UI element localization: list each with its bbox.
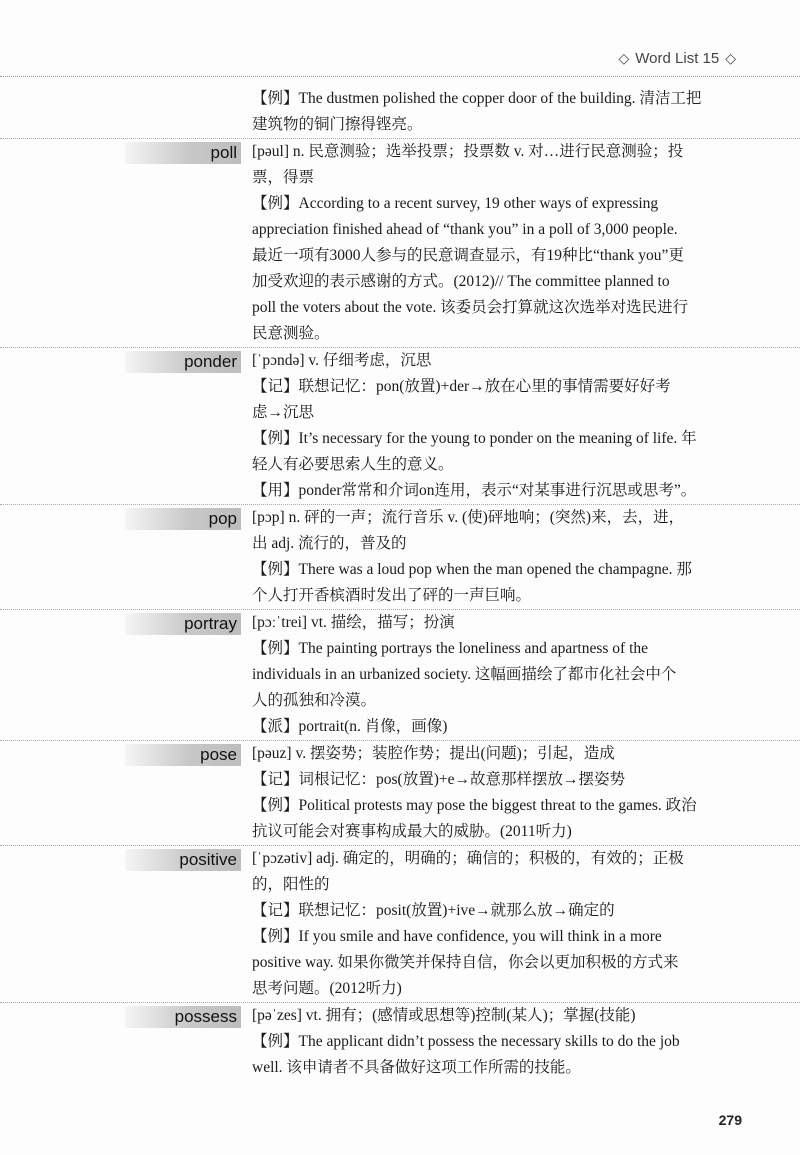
entry-line: 虑→沉思 <box>252 404 315 421</box>
entry-line: positive way. 如果你微笑并保持自信，你会以更加积极的方式来 <box>252 954 679 971</box>
entry-line: 【例】If you smile and have confidence, you will think in a more <box>252 928 662 945</box>
dictionary-entry <box>0 740 800 845</box>
entry-line: [ˈpɔndə] v. 仔细考虑，沉思 <box>252 352 432 369</box>
entry-line: 加受欢迎的表示感谢的方式。(2012)// The committee planned to <box>252 273 670 290</box>
entry-line: 【记】联想记忆：posit(放置)+ive→就那么放→确定的 <box>252 902 615 919</box>
entry-line: poll the voters about the vote. 该委员会打算就这次选举对选民进行 <box>252 299 689 316</box>
entry-line: [pɔːˈtrei] vt. 描绘，描写；扮演 <box>252 614 455 631</box>
entry-line: 【记】词根记忆：pos(放置)+e→故意那样摆放→摆姿势 <box>252 771 625 788</box>
page-number: 279 <box>718 1112 742 1128</box>
entry-line: 个人打开香槟酒时发出了砰的一声巨响。 <box>252 587 532 604</box>
entry-line: 【例】The painting portrays the loneliness and apartness of the <box>252 640 649 657</box>
headword: pose <box>125 744 241 766</box>
headword: poll <box>125 142 241 164</box>
entry-line: 民意测验。 <box>252 325 330 342</box>
entry-line: appreciation finished ahead of “thank you” in a poll of 3,000 people. <box>252 221 678 238</box>
entry-line: [pəul] n. 民意测验；选举投票；投票数 v. 对…进行民意测验；投 <box>252 143 684 160</box>
entry-line: 【记】联想记忆：pon(放置)+der→放在心里的事情需要好好考 <box>252 378 671 395</box>
headword: positive <box>125 849 241 871</box>
word-list <box>0 86 800 1081</box>
header-rule <box>0 76 800 77</box>
diamond-icon: ◇ <box>618 50 630 66</box>
dictionary-entry <box>0 1002 800 1081</box>
entry-line: individuals in an urbanized society. 这幅画描绘了都市化社会中个 <box>252 666 677 683</box>
dictionary-entry <box>0 845 800 1002</box>
entry-line: 【例】Political protests may pose the biggest threat to the games. 政治 <box>252 797 697 814</box>
headword: possess <box>125 1006 241 1028</box>
entry-line: 【用】ponder常常和介词on连用，表示“对某事进行沉思或思考”。 <box>252 482 697 499</box>
entry-line: 人的孤独和冷漠。 <box>252 692 377 709</box>
dictionary-entry <box>0 138 800 347</box>
entry-line: 【例】The dustmen polished the copper door of the building. 清洁工把 <box>252 90 702 107</box>
entry-line: 【例】It’s necessary for the young to ponder on the meaning of life. 年 <box>252 430 697 447</box>
dictionary-entry <box>0 86 800 138</box>
entry-line: 抗议可能会对赛事构成最大的威胁。(2011听力) <box>252 823 572 840</box>
entry-line: [pəuz] v. 摆姿势；装腔作势；提出(问题)；引起，造成 <box>252 745 615 762</box>
entry-line: [pɔp] n. 砰的一声；流行音乐 v. (使)砰地响；(突然)来，去，进， <box>252 509 685 526</box>
headword: pop <box>125 508 241 530</box>
running-header <box>619 50 737 67</box>
headword: portray <box>125 613 241 635</box>
dictionary-entry <box>0 609 800 740</box>
entry-line: 出 adj. 流行的，普及的 <box>252 535 407 552</box>
entry-line: 的，阳性的 <box>252 876 330 893</box>
header-title: Word List 15 <box>635 50 720 67</box>
entry-line: well. 该申请者不具备做好这项工作所需的技能。 <box>252 1059 581 1076</box>
entry-line: 思考问题。(2012听力) <box>252 980 402 997</box>
entry-line: 建筑物的铜门擦得铿亮。 <box>252 116 423 133</box>
entry-line: 轻人有必要思索人生的意义。 <box>252 456 454 473</box>
entry-line: 最近一项有3000人参与的民意调查显示，有19种比“thank you”更 <box>252 247 684 264</box>
dictionary-entry <box>0 347 800 504</box>
dictionary-entry <box>0 504 800 609</box>
diamond-icon: ◇ <box>725 50 736 66</box>
entry-line: [ˈpɔzətiv] adj. 确定的，明确的；确信的；积极的，有效的；正极 <box>252 850 684 867</box>
entry-line: [pəˈzes] vt. 拥有；(感情或思想等)控制(某人)；掌握(技能) <box>252 1007 636 1024</box>
entry-line: 【派】portrait(n. 肖像，画像) <box>252 718 448 735</box>
entry-line: 【例】There was a loud pop when the man opened the champagne. 那 <box>252 561 692 578</box>
headword: ponder <box>125 351 241 373</box>
entry-line: 票，得票 <box>252 169 315 186</box>
entry-line: 【例】According to a recent survey, 19 other ways of expressing <box>252 195 659 212</box>
entry-line: 【例】The applicant didn’t possess the necessary skills to do the job <box>252 1033 680 1050</box>
